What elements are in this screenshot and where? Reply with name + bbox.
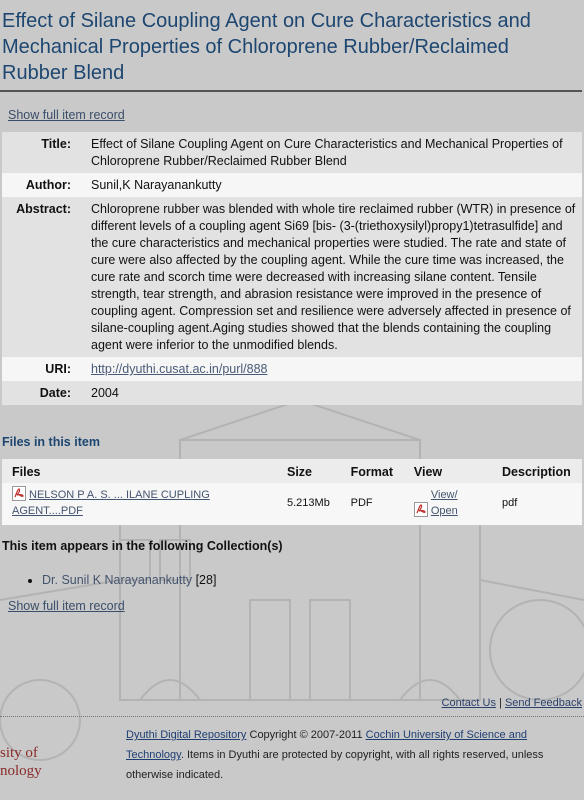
abstract-value: Chloroprene rubber was blended with whole tire reclaimed rubber (WTR) in presence of different levels of a coupling agent Si69 [bis- (3-(triethoxysilyl)propy1)tetrasulfide] and the cure characteristics and mechanical properties were studied. The rate and state of cure were also affected by the coupling agent. While the cure time was increased, the cure rate and scorch time were decreased with increasing silane content. Tensile strength, tear strength, and abrasion resistance were improved in the presence of coupling agent. Compression set and resilience were adversely affected in presence of silane-coupling agent.Aging studies showed that the blends containing the coupling agent were inferior to the unmodified blends. [91, 202, 576, 352]
footer-separator: | [499, 697, 502, 709]
author-label: Author: [25, 178, 71, 192]
show-full-record-link-top[interactable]: Show full item record [8, 108, 125, 122]
metadata-row-title [2, 132, 582, 173]
files-header-row [2, 459, 582, 483]
author-value: Sunil,K Narayanankutty [91, 178, 222, 192]
item-heading: Effect of Silane Coupling Agent on Cure Characteristics and Mechanical Properties of Chloroprene Rubber/Reclaimed Rubber Blend [0, 0, 582, 92]
title-label: Title: [41, 137, 71, 151]
date-value: 2004 [91, 386, 119, 400]
files-col-files: Files [2, 459, 277, 483]
university-logo-text: sity of nology [0, 745, 42, 779]
table-row [2, 483, 582, 525]
show-full-record-link-bottom[interactable]: Show full item record [8, 599, 125, 613]
metadata-row-date [2, 381, 582, 405]
metadata-table [2, 132, 582, 405]
pdf-file-icon [12, 486, 26, 501]
view-open-link[interactable]: View/ Open [430, 488, 458, 517]
metadata-row-author [2, 173, 582, 197]
uri-link[interactable]: http://dyuthi.cusat.ac.in/purl/888 [91, 362, 268, 376]
footer-links [442, 697, 582, 709]
collections-heading: This item appears in the following Collection(s) [2, 539, 283, 553]
file-name-link[interactable]: NELSON P A. S. ... ILANE CUPLING AGENT....PDF [12, 489, 210, 517]
repository-link[interactable]: Dyuthi Digital Repository [126, 729, 247, 741]
file-description: pdf [492, 483, 582, 525]
collections-list [0, 573, 584, 587]
footer-copyright [126, 725, 566, 785]
abstract-label: Abstract: [16, 202, 71, 216]
copyright-notice: . Items in Dyuthi are protected by copyright, with all rights reserved, unless otherwise indicated. [126, 749, 544, 781]
pdf-view-icon[interactable] [414, 502, 428, 517]
copyright-text: Copyright © 2007-2011 [246, 729, 366, 741]
university-link[interactable]: Cochin University of Science and Technology [126, 729, 528, 761]
uri-label: URI: [45, 362, 71, 376]
files-col-format: Format [341, 459, 404, 483]
files-heading: Files in this item [2, 435, 100, 449]
metadata-row-abstract [2, 197, 582, 357]
list-item [42, 573, 584, 587]
collection-link[interactable]: Dr. Sunil K Narayanankutty [42, 573, 193, 587]
collection-count: [28] [195, 573, 217, 587]
file-size: 5.213Mb [277, 483, 341, 525]
file-format: PDF [341, 483, 404, 525]
files-col-size: Size [277, 459, 341, 483]
title-value: Effect of Silane Coupling Agent on Cure Characteristics and Mechanical Properties of Chloroprene Rubber/Reclaimed Rubber Blend [91, 137, 563, 168]
metadata-row-uri [2, 357, 582, 381]
date-label: Date: [39, 386, 71, 400]
footer-divider [0, 716, 584, 717]
files-col-description: Description [492, 459, 582, 483]
files-table [2, 459, 582, 525]
send-feedback-link[interactable]: Send Feedback [504, 697, 582, 709]
contact-us-link[interactable]: Contact Us [441, 697, 496, 709]
files-col-view: View [404, 459, 492, 483]
